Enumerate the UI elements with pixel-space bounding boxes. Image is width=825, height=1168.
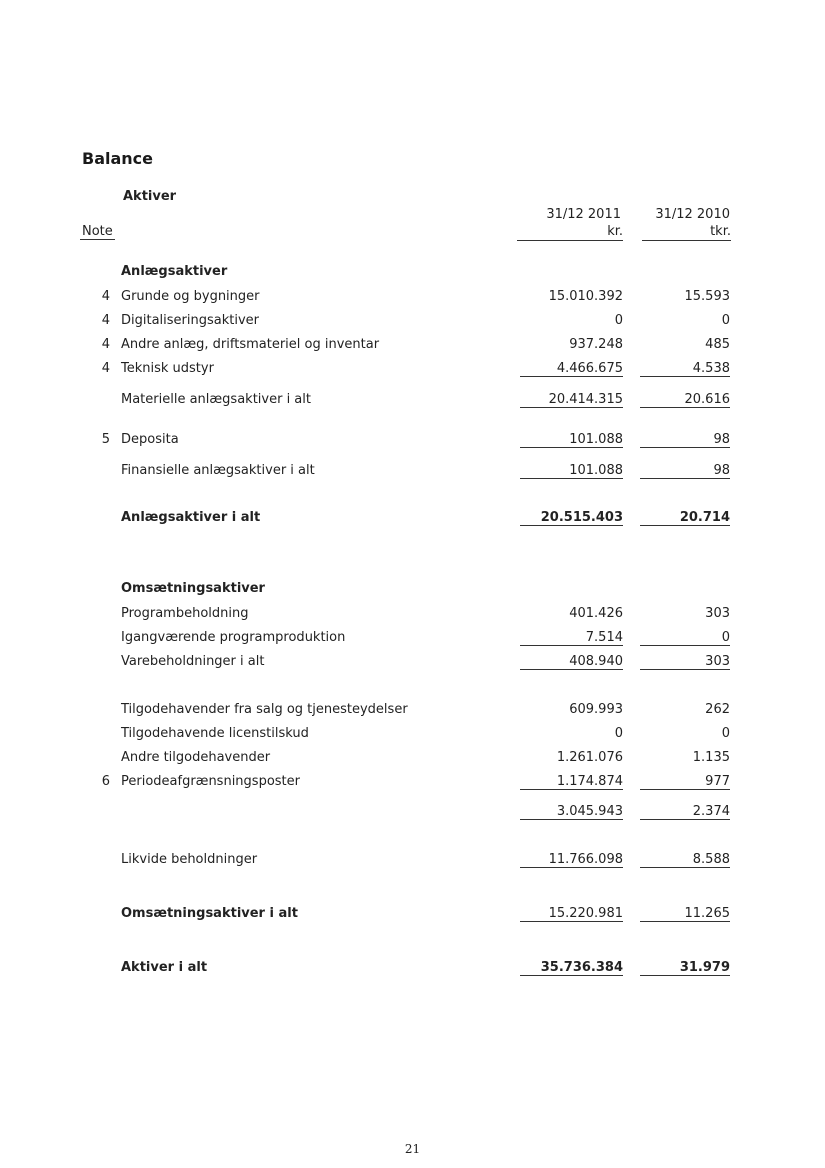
- row-label: Tilgodehavende licenstilskud: [121, 726, 309, 741]
- table-row: [0, 510, 825, 530]
- table-row: [0, 852, 825, 872]
- row-value-2010: 98: [640, 463, 730, 479]
- row-value-2011: 20.515.403: [520, 510, 623, 526]
- row-label: Digitaliseringsaktiver: [121, 313, 260, 328]
- row-value-2011: 0: [614, 726, 623, 741]
- table-row: [0, 960, 825, 980]
- row-value-2011: 1.261.076: [556, 750, 623, 765]
- row-value-2010: 4.538: [640, 361, 730, 377]
- row-value-2010: 262: [705, 702, 730, 717]
- table-row: [0, 337, 825, 357]
- column-period-2010: 31/12 2010: [655, 207, 730, 222]
- column-unit-2010: tkr.: [642, 224, 731, 241]
- row-value-2010: 977: [640, 774, 730, 790]
- row-label: Periodeafgrænsningsposter: [121, 774, 300, 789]
- column-unit-2011: kr.: [517, 224, 623, 241]
- row-note: 4: [101, 361, 110, 376]
- row-value-2011: 35.736.384: [520, 960, 623, 976]
- table-row: [0, 463, 825, 483]
- row-value-2010: 0: [721, 726, 730, 741]
- row-value-2011: 937.248: [569, 337, 623, 352]
- row-value-2010: 2.374: [640, 804, 730, 820]
- row-value-2010: 303: [705, 606, 730, 621]
- row-label: Programbeholdning: [121, 606, 249, 621]
- row-label: Andre anlæg, driftsmateriel og inventar: [121, 337, 380, 352]
- table-row: [0, 654, 825, 674]
- column-period-2011: 31/12 2011: [546, 207, 621, 222]
- row-value-2010: 1.135: [692, 750, 730, 765]
- row-label: Anlægsaktiver: [121, 264, 228, 279]
- table-row: [0, 804, 825, 824]
- row-note: 4: [101, 289, 110, 304]
- row-label: Omsætningsaktiver i alt: [121, 906, 298, 921]
- page-title: Balance: [82, 149, 153, 168]
- row-value-2010: 15.593: [684, 289, 730, 304]
- table-row: [0, 774, 825, 794]
- table-row: [0, 606, 825, 626]
- row-value-2011: 101.088: [520, 432, 623, 448]
- table-row: [0, 906, 825, 926]
- row-value-2011: 0: [614, 313, 623, 328]
- row-note: 6: [101, 774, 110, 789]
- row-note: 4: [101, 337, 110, 352]
- row-label: Aktiver i alt: [121, 960, 208, 975]
- note-column-header: Note: [82, 224, 113, 239]
- table-row: [0, 392, 825, 412]
- row-label: Deposita: [121, 432, 179, 447]
- row-note: 4: [101, 313, 110, 328]
- row-value-2011: 101.088: [520, 463, 623, 479]
- row-value-2011: 408.940: [520, 654, 623, 670]
- row-label: Andre tilgodehavender: [121, 750, 271, 765]
- row-value-2010: 98: [640, 432, 730, 448]
- row-value-2011: 1.174.874: [520, 774, 623, 790]
- row-value-2010: 8.588: [640, 852, 730, 868]
- row-label: Igangværende programproduktion: [121, 630, 346, 645]
- row-value-2011: 20.414.315: [520, 392, 623, 408]
- row-value-2011: 11.766.098: [520, 852, 623, 868]
- row-value-2011: 15.010.392: [548, 289, 623, 304]
- table-row: [0, 726, 825, 746]
- table-row: [0, 313, 825, 333]
- table-row: [0, 702, 825, 722]
- table-row: [0, 432, 825, 452]
- table-row: [0, 289, 825, 309]
- table-row: [0, 630, 825, 650]
- row-value-2010: 20.714: [640, 510, 730, 526]
- row-value-2010: 31.979: [640, 960, 730, 976]
- row-label: Tilgodehavender fra salg og tjenesteydelser: [121, 702, 408, 717]
- row-label: Anlægsaktiver i alt: [121, 510, 261, 525]
- row-label: Finansielle anlægsaktiver i alt: [121, 463, 315, 478]
- row-value-2011: 3.045.943: [520, 804, 623, 820]
- row-value-2010: 11.265: [640, 906, 730, 922]
- row-label: Likvide beholdninger: [121, 852, 258, 867]
- page-number: 21: [404, 1142, 421, 1156]
- row-value-2010: 0: [721, 313, 730, 328]
- row-label: Grunde og bygninger: [121, 289, 260, 304]
- table-row: [0, 581, 825, 601]
- row-value-2010: 20.616: [640, 392, 730, 408]
- row-value-2011: 609.993: [569, 702, 623, 717]
- row-value-2011: 7.514: [520, 630, 623, 646]
- table-row: [0, 750, 825, 770]
- row-value-2011: 401.426: [569, 606, 623, 621]
- row-note: 5: [101, 432, 110, 447]
- row-value-2010: 303: [640, 654, 730, 670]
- row-label: Varebeholdninger i alt: [121, 654, 265, 669]
- table-row: [0, 361, 825, 381]
- row-value-2011: 4.466.675: [520, 361, 623, 377]
- row-value-2010: 0: [640, 630, 730, 646]
- row-label: Teknisk udstyr: [121, 361, 214, 376]
- row-value-2010: 485: [705, 337, 730, 352]
- table-row: [0, 264, 825, 284]
- row-label: Materielle anlægsaktiver i alt: [121, 392, 311, 407]
- section-heading: Aktiver: [123, 189, 177, 204]
- row-value-2011: 15.220.981: [520, 906, 623, 922]
- row-label: Omsætningsaktiver: [121, 581, 265, 596]
